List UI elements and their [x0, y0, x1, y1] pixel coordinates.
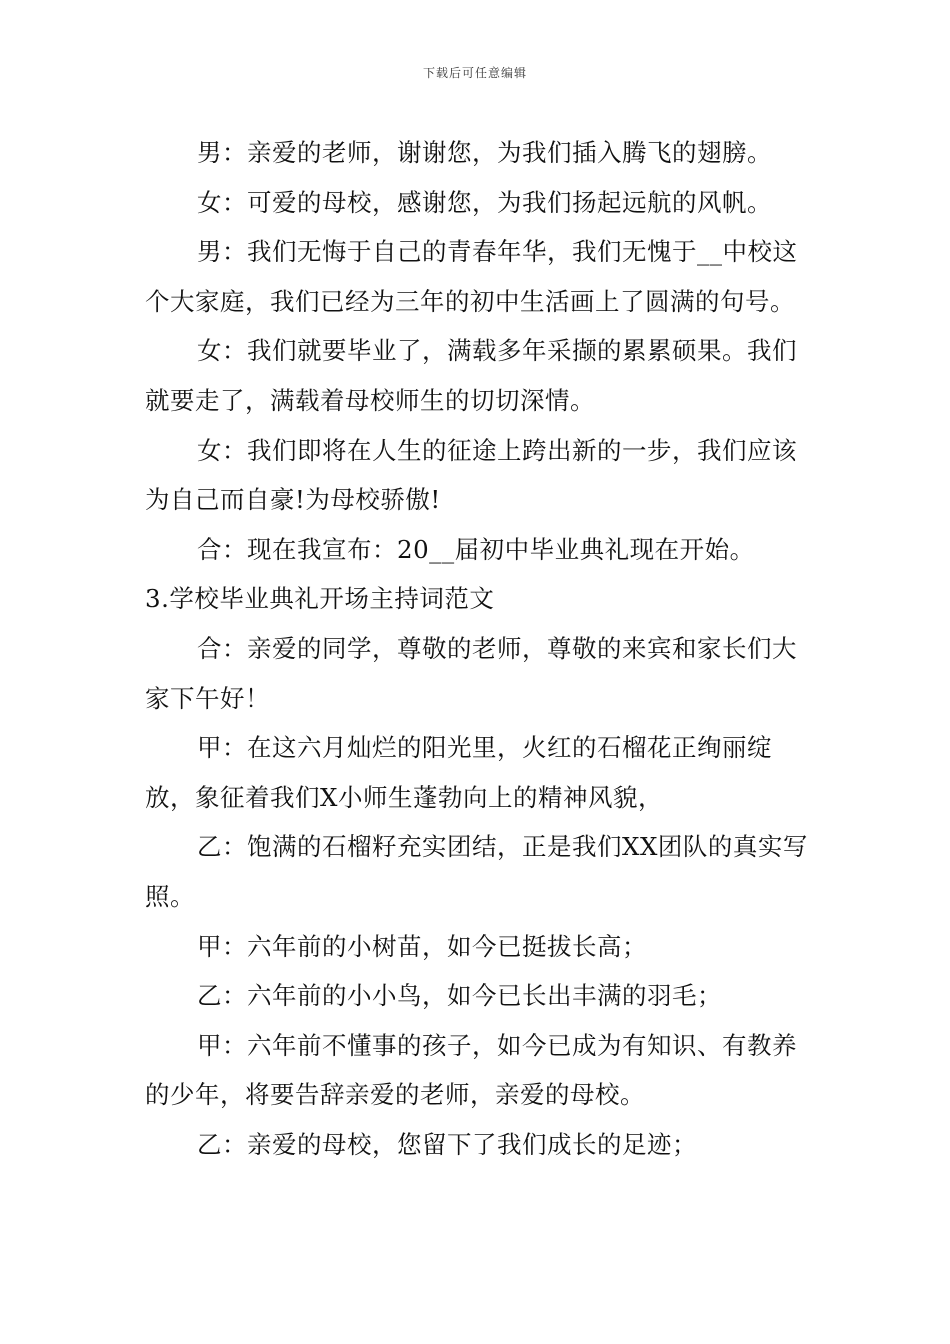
paragraph: 男：我们无悔于自己的青春年华，我们无愧于__中校这个大家庭，我们已经为三年的初中生活画上了圆满的句号。	[145, 237, 798, 316]
paragraph: 甲：六年前的小树苗，如今已挺拔长高；	[197, 931, 647, 961]
paragraph: 女：我们就要毕业了，满载多年采撷的累累硕果。我们就要走了，满载着母校师生的切切深情。	[145, 336, 797, 415]
section-heading: 3.学校毕业典礼开场主持词范文	[145, 584, 495, 614]
paragraph: 合：亲爱的同学，尊敬的老师，尊敬的来宾和家长们大家下午好！	[145, 633, 797, 713]
paragraph: 甲：在这六月灿烂的阳光里，火红的石榴花正绚丽绽放，象征着我们X小师生蓬勃向上的精神风貌，	[145, 733, 772, 812]
paragraph: 甲：六年前不懂事的孩子，如今已成为有知识、有教养的少年，将要告辞亲爱的老师，亲爱的母校。	[145, 1030, 797, 1110]
paragraph: 乙：六年前的小小鸟，如今已长出丰满的羽毛；	[197, 981, 722, 1011]
paragraph: 男：亲爱的老师，谢谢您，为我们插入腾飞的翅膀。	[197, 138, 772, 167]
paragraph: 乙：饱满的石榴籽充实团结，正是我们XX团队的真实写照。	[145, 832, 808, 911]
paragraph: 乙：亲爱的母校，您留下了我们成长的足迹；	[197, 1129, 697, 1159]
page-header: 下载后可任意编辑	[422, 66, 527, 80]
document-body	[145, 128, 810, 1169]
paragraph: 合：现在我宣布：20__届初中毕业典礼现在开始。	[197, 534, 755, 564]
paragraph: 女：可爱的母校，感谢您，为我们扬起远航的风帆。	[197, 187, 772, 217]
paragraph: 女：我们即将在人生的征途上跨出新的一步，我们应该为自己而自豪!为母校骄傲!	[145, 435, 797, 515]
